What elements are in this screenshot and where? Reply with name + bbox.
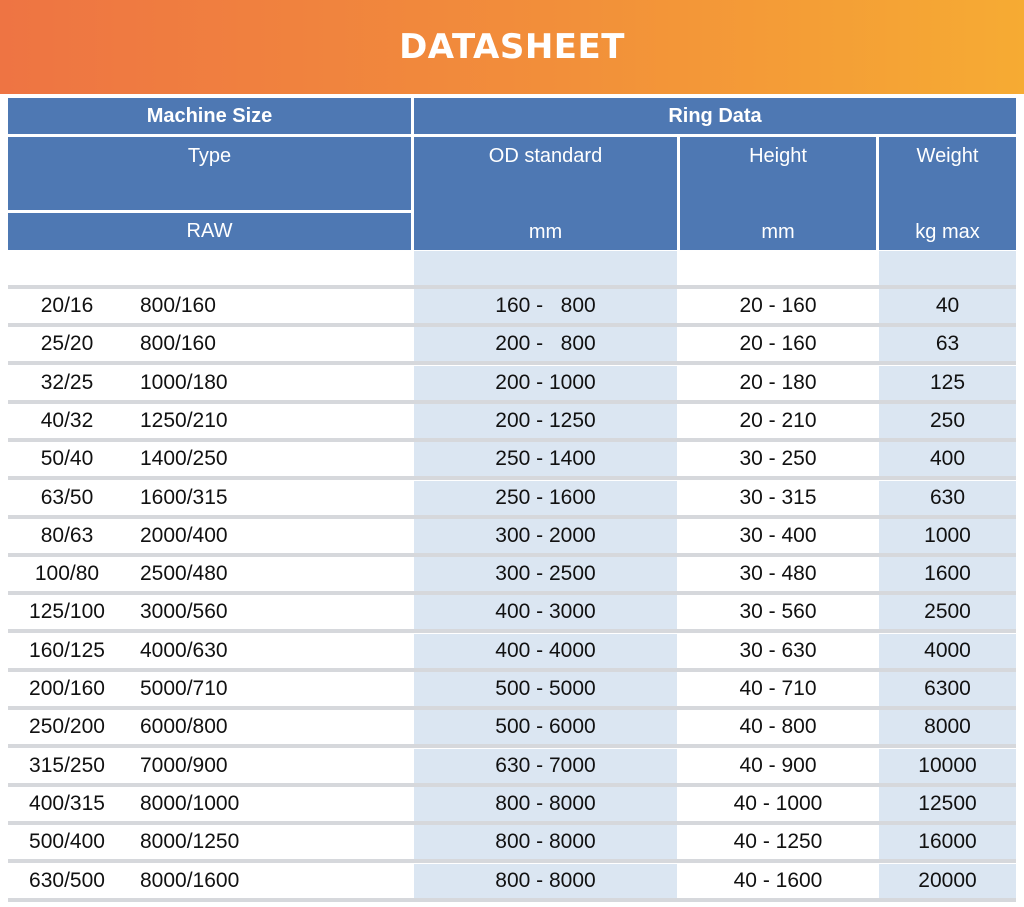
cell-height: 40 - 1000: [733, 791, 823, 815]
cell-weight: 16000: [879, 825, 1016, 859]
header-machine-size: [8, 98, 411, 134]
cell-raw: 100/80: [34, 562, 100, 586]
table-row: [8, 864, 1016, 902]
cell-weight: 6300: [879, 672, 1016, 706]
cell-type: 800/160: [140, 294, 216, 317]
cell-raw: 250/200: [29, 715, 105, 739]
cell-od: 300 - 2500: [414, 557, 677, 591]
table-row: [8, 327, 1016, 365]
cell-weight: 12500: [879, 787, 1016, 821]
cell-height: 30 - 560: [739, 600, 817, 624]
cell-height: 40 - 1250: [733, 830, 823, 854]
spacer-cell-weight: [879, 251, 1016, 285]
cell-height: 20 - 210: [739, 408, 817, 432]
cell-raw: 630/500: [29, 868, 105, 892]
table-row: [8, 481, 1016, 519]
cell-type: 1400/250: [140, 447, 228, 471]
cell-od: 300 - 2000: [414, 519, 677, 553]
cell-od: 800 - 8000: [414, 864, 677, 898]
header-weight-label: Weight: [916, 145, 979, 167]
cell-od: 500 - 6000: [414, 710, 677, 744]
cell-weight: 1000: [879, 519, 1016, 553]
datasheet-banner: [0, 0, 1024, 94]
cell-height: 40 - 800: [739, 715, 817, 739]
cell-od: 500 - 5000: [414, 672, 677, 706]
cell-weight: 630: [879, 481, 1016, 515]
cell-height: 20 - 160: [739, 332, 817, 356]
cell-raw: 50/40: [40, 447, 94, 471]
cell-raw: 400/315: [29, 791, 105, 815]
spacer-row: [8, 251, 1016, 289]
header-height-label: Height: [749, 145, 807, 167]
cell-type: 6000/800: [140, 715, 228, 739]
cell-od: 160 - 800: [414, 289, 677, 323]
table-row: [8, 289, 1016, 327]
cell-type: 8000/1250: [140, 830, 240, 854]
cell-raw: 200/160: [29, 677, 105, 700]
table-row: [8, 442, 1016, 480]
cell-od: 200 - 1000: [414, 366, 677, 400]
cell-od: 250 - 1400: [414, 442, 677, 476]
cell-weight: 1600: [879, 557, 1016, 591]
cell-height: 30 - 630: [739, 638, 817, 662]
table-row: [8, 825, 1016, 863]
header-ring-data-label: Ring Data: [668, 104, 762, 127]
header-od-unit: mm: [528, 221, 563, 243]
header-type: [8, 137, 411, 210]
cell-raw: 63/50: [40, 485, 94, 509]
header-type-label: Type: [187, 145, 232, 167]
cell-height: 30 - 400: [739, 523, 817, 547]
cell-weight: 20000: [879, 864, 1016, 898]
table-row: [8, 366, 1016, 404]
table-row: [8, 634, 1016, 672]
table-row: [8, 557, 1016, 595]
cell-type: 2000/400: [140, 523, 228, 547]
cell-weight: 40: [879, 289, 1016, 323]
header-od-label: OD standard: [488, 145, 603, 167]
header-machine-size-label: Machine Size: [146, 104, 273, 127]
cell-height: 30 - 250: [739, 447, 817, 471]
cell-raw: 500/400: [29, 830, 105, 854]
table-row: [8, 404, 1016, 442]
spacer-cell-od: [414, 251, 677, 285]
cell-od: 250 - 1600: [414, 481, 677, 515]
cell-weight: 400: [879, 442, 1016, 476]
cell-raw: 25/20: [40, 332, 94, 356]
table-row: [8, 519, 1016, 557]
ring-data-table: [8, 98, 1016, 907]
cell-height: 20 - 160: [739, 294, 817, 317]
header-weight-unit: kg max: [915, 221, 980, 243]
cell-weight: 10000: [879, 749, 1016, 783]
cell-height: 40 - 710: [739, 677, 817, 700]
cell-raw: 160/125: [29, 638, 105, 662]
cell-type: 1000/180: [140, 370, 228, 394]
cell-od: 800 - 8000: [414, 787, 677, 821]
header-raw-label: RAW: [186, 220, 233, 242]
cell-type: 8000/1000: [140, 791, 240, 815]
cell-od: 630 - 7000: [414, 749, 677, 783]
cell-raw: 40/32: [40, 408, 94, 432]
table-row: [8, 595, 1016, 633]
cell-weight: 250: [879, 404, 1016, 438]
header-raw: [8, 213, 411, 250]
cell-raw: 315/250: [29, 753, 105, 777]
cell-type: 5000/710: [140, 677, 228, 700]
cell-od: 200 - 1250: [414, 404, 677, 438]
table-row: [8, 710, 1016, 748]
cell-type: 1250/210: [140, 408, 228, 432]
cell-weight: 125: [879, 366, 1016, 400]
cell-height: 40 - 900: [739, 753, 817, 777]
cell-od: 400 - 3000: [414, 595, 677, 629]
table-row: [8, 749, 1016, 787]
cell-type: 8000/1600: [140, 868, 240, 892]
header-ring-data: [414, 98, 1016, 134]
cell-weight: 8000: [879, 710, 1016, 744]
cell-type: 2500/480: [140, 562, 228, 586]
cell-type: 4000/630: [140, 638, 228, 662]
table-row: [8, 672, 1016, 710]
cell-raw: 32/25: [40, 370, 94, 394]
cell-type: 3000/560: [140, 600, 228, 624]
header-od-standard: [414, 137, 677, 250]
cell-type: 1600/315: [140, 485, 228, 509]
header-weight: [879, 137, 1016, 250]
cell-height: 20 - 180: [739, 370, 817, 394]
cell-height: 30 - 480: [739, 562, 817, 586]
cell-raw: 80/63: [40, 523, 94, 547]
header-height: [680, 137, 876, 250]
cell-weight: 2500: [879, 595, 1016, 629]
cell-weight: 4000: [879, 634, 1016, 668]
cell-type: 7000/900: [140, 753, 228, 777]
cell-weight: 63: [879, 327, 1016, 361]
page-title: DATASHEET: [399, 27, 625, 67]
cell-type: 800/160: [140, 332, 216, 356]
cell-raw: 20/16: [40, 294, 94, 317]
cell-height: 30 - 315: [739, 485, 817, 509]
cell-height: 40 - 1600: [733, 868, 823, 892]
cell-raw: 125/100: [29, 600, 105, 624]
cell-od: 800 - 8000: [414, 825, 677, 859]
cell-od: 200 - 800: [414, 327, 677, 361]
table-row: [8, 787, 1016, 825]
cell-od: 400 - 4000: [414, 634, 677, 668]
header-height-unit: mm: [761, 221, 795, 243]
